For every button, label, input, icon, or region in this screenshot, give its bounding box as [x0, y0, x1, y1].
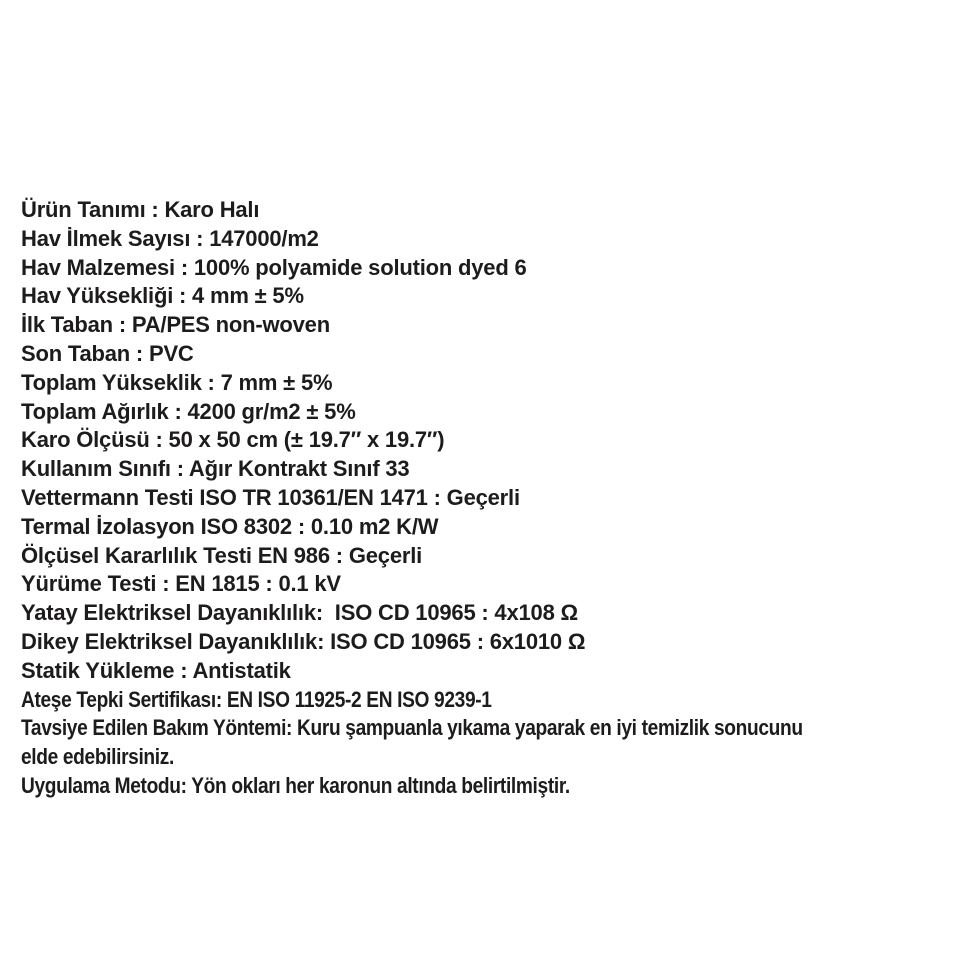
spec-line-yatay-elektriksel: Yatay Elektriksel Dayanıklılık: ISO CD 10965 : 4x108 Ω: [21, 600, 578, 626]
spec-line-urun-tanimi: Ürün Tanımı : Karo Halı: [21, 197, 260, 222]
spec-line-statik-yukleme: Statik Yükleme : Antistatik: [21, 657, 291, 683]
spec-line-hav-malzemesi: Hav Malzemesi : 100% polyamide solution dyed 6: [21, 254, 527, 280]
spec-line-son-taban: Son Taban : PVC: [21, 340, 194, 366]
spec-line-tavsiye-bakim-yontemi: Tavsiye Edilen Bakım Yöntemi: Kuru şampuanla yıkama yaparak en iyi temizlik sonucunu: [21, 715, 803, 741]
spec-line-vettermann-testi: Vettermann Testi ISO TR 10361/EN 1471 : Geçerli: [21, 484, 520, 510]
spec-line-termal-izolasyon: Termal İzolasyon ISO 8302 : 0.10 m2 K/W: [21, 513, 439, 539]
spec-line-toplam-yukseklik: Toplam Yükseklik : 7 mm ± 5%: [21, 369, 333, 395]
spec-line-tavsiye-bakim-yontemi-devam: elde edebilirsiniz.: [21, 744, 174, 770]
product-spec-list: [21, 196, 967, 801]
spec-line-karo-olcusu: Karo Ölçüsü : 50 x 50 cm (± 19.7″ x 19.7″): [21, 427, 445, 453]
spec-line-dikey-elektriksel: Dikey Elektriksel Dayanıklılık: ISO CD 10965 : 6x1010 Ω: [21, 628, 586, 654]
spec-line-ilk-taban: İlk Taban : PA/PES non-woven: [21, 312, 330, 338]
spec-line-toplam-agirlik: Toplam Ağırlık : 4200 gr/m2 ± 5%: [21, 398, 356, 424]
spec-line-kullanim-sinifi: Kullanım Sınıfı : Ağır Kontrakt Sınıf 33: [21, 456, 410, 482]
spec-line-atese-tepki-sertifikasi: Ateşe Tepki Sertifikası: EN ISO 11925-2 EN ISO 9239-1: [21, 686, 492, 712]
spec-line-hav-yuksekligi: Hav Yüksekliği : 4 mm ± 5%: [21, 283, 304, 309]
spec-line-hav-ilmek-sayisi: Hav İlmek Sayısı : 147000/m2: [21, 225, 319, 251]
spec-line-olcusel-kararlilik-testi: Ölçüsel Kararlılık Testi EN 986 : Geçerli: [21, 542, 423, 568]
spec-line-uygulama-metodu: Uygulama Metodu: Yön okları her karonun altında belirtilmiştir.: [21, 772, 570, 798]
spec-line-yurume-testi: Yürüme Testi : EN 1815 : 0.1 kV: [21, 571, 341, 597]
